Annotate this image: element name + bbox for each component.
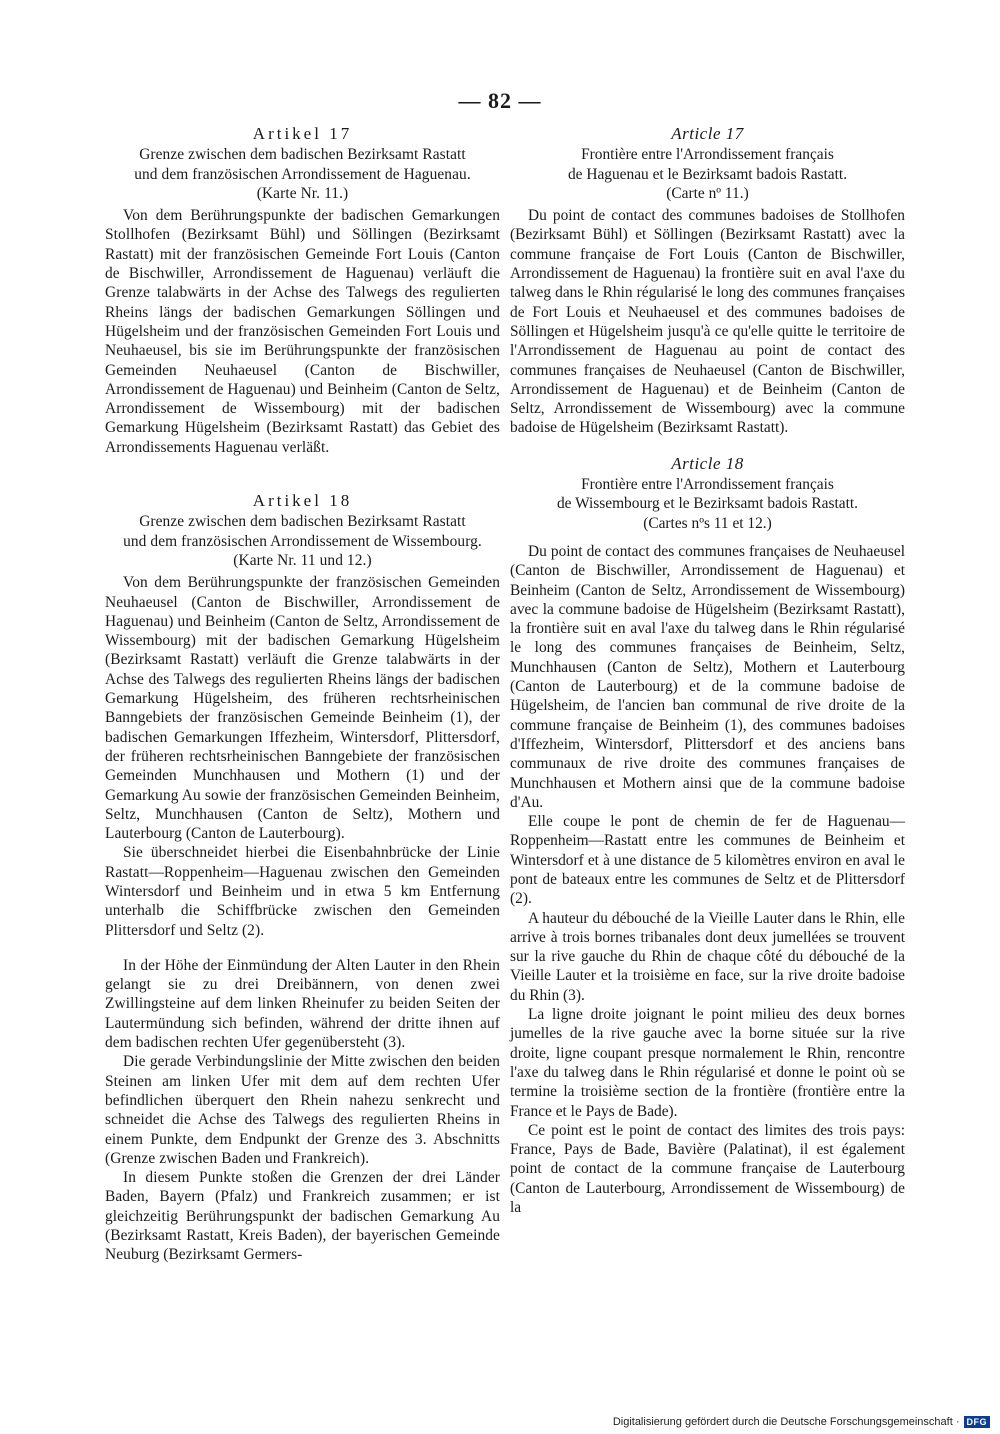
article-subtitle-line: de Haguenau et le Bezirksamt badois Rastatt. xyxy=(567,165,848,183)
article-subtitle-line: (Carte nº 11.) xyxy=(666,184,749,202)
article-subtitle-line: Grenze zwischen dem badischen Bezirksamt Rastatt xyxy=(139,513,466,531)
french-column xyxy=(510,124,905,1217)
article-18-paragraph-de: In der Höhe der Einmündung der Alten Lauter in den Rhein gelangt sie zu drei Dreibännern, von denen zwei Zwillingsteine auf dem linken Rheinufer zu beiden Seiten der Lautermündung sich befinden, während der dritte ihnen auf dem badischen rechten Ufer gegenübersteht (3). xyxy=(105,956,500,1052)
article-18-paragraph-fr: Elle coupe le pont de chemin de fer de Haguenau—Roppenheim—Rastatt entre les communes de Beinheim et Wintersdorf et à une distance de 5 kilomètres environ en aval le pont de bateaux entre les communes de Seltz et de Plittersdorf (2). xyxy=(510,813,905,908)
article-17-subtitle-fr xyxy=(510,145,905,203)
article-subtitle-line: und dem französischen Arrondissement de Wissembourg. xyxy=(123,532,482,550)
article-18-paragraph-fr: Ce point est le point de contact des limites des trois pays: France, Pays de Bade, Bavière (Palatinat), il est également point de contact de la commune française de Lauterbourg (Canton de Lauterbourg, Arrondissement de Wissembourg) de la xyxy=(510,1121,905,1217)
article-18-paragraph-de: Die gerade Verbindungslinie der Mitte zwischen den beiden Steinen am linken Ufer mit dem auf dem rechten Ufer befindlichen überquert den Rhein nahezu senkrecht und schneidet die Achse des Talwegs des regulierten Rheins in einem Punkte, dem Endpunkt der Grenze des 3. Abschnitts (Grenze zwischen Baden und Frankreich). xyxy=(105,1053,500,1167)
article-subtitle-line: Grenze zwischen dem badischen Bezirksamt Rastatt xyxy=(139,146,466,164)
dfg-logo-icon: DFG xyxy=(964,1416,991,1428)
article-18-subtitle-de xyxy=(105,512,500,570)
article-subtitle-line: de Wissembourg et le Bezirksamt badois Rastatt. xyxy=(556,495,858,513)
article-18-paragraph-de: Von dem Berührungspunkte der französischen Gemeinden Neuhaeusel (Canton de Bischwiller, Arrondissement de Haguenau) und Beinheim (Canton de Seltz, Arrondissement de Wissembourg) mit der badischen Gemarkung Hügelsheim (Bezirksamt Rastatt) verläuft die Grenze talabwärts in der Achse des Talwegs des regulierten Rheins längs der badischen Gemarkung Hügelsheim, des früheren rechtsrheinischen Banngebiets der französischen Gemeinde Beinheim (1), der badischen Gemarkungen Iffezheim, Wintersdorf, Plittersdorf, der früheren rechtsrheinischen Banngebiete der französischen Gemeinden Munchhausen und Mothern (1) und der Gemarkung Au sowie der französischen Gemeinden Beinheim, Seltz, Munchhausen (Canton de Seltz), Mothern und Lauterbourg (Canton de Lauterbourg). xyxy=(105,574,500,843)
article-17-paragraph-de: Von dem Berührungspunkte der badischen Gemarkungen Stollhofen (Bezirksamt Bühl) und Söllingen (Bezirksamt Rastatt) mit der französischen Gemeinde Fort Louis (Canton de Bischwiller, Arrondissement de Haguenau) verläuft die Grenze talabwärts in der Achse des Talwegs des regulierten Rheins längs der badischen Gemarkungen Söllingen und Hügelsheim und der französischen Gemeinden Fort Louis und Neuhaeusel, bis sie im Berührungspunkte der französischen Gemeinden Neuhaeusel (Canton de Bischwiller, Arrondissement de Haguenau) und Beinheim (Canton de Seltz, Arrondissement de Wissembourg) mit der badischen Gemarkung Hügelsheim (Bezirksamt Rastatt) das Gebiet des Arrondissements Haguenau verläßt. xyxy=(105,207,500,456)
article-18-paragraph-fr: La ligne droite joignant le point milieu des deux bornes jumelles de la rive gauche avec la borne située sur la rive droite, ligne coupant presque normalement le Rhin, rencontre l'axe du talweg dans le Rhin régularisé et donne le point où se termine la troisième section de la frontière (frontière entre la France et le Pays de Bade). xyxy=(510,1006,905,1120)
page-number: — 82 — xyxy=(458,88,542,113)
article-17-subtitle-de xyxy=(105,145,500,203)
article-17-paragraph-fr: Du point de contact des communes badoises de Stollhofen (Bezirksamt Bühl) et Söllingen (Bezirksamt Rastatt) avec la commune française de Fort Louis (Canton de Bischwiller, Arrondissement de Haguenau) la frontière suit en aval l'axe du talweg dans le Rhin régularisé le long des communes françaises de Fort Louis et Neuhaeusel et des communes badoises de Söllingen et Hügelsheim jusqu'à ce qu'elle quitte le territoire de l'Arrondissement de Haguenau au point de contact des communes françaises de Neuhaeusel (Canton de Bischwiller, Arrondissement de Haguenau) et de Beinheim (Canton de Seltz, Arrondissement de Wissembourg) avec la commune badoise de Hügelsheim (Bezirksamt Rastatt). xyxy=(510,207,905,437)
article-subtitle-line: (Cartes nºs 11 et 12.) xyxy=(643,514,772,532)
article-subtitle-line: Frontière entre l'Arrondissement français xyxy=(581,146,834,164)
article-18-paragraph-fr: Du point de contact des communes françaises de Neuhaeusel (Canton de Bischwiller, Arrondissement de Haguenau) et Beinheim (Canton de Seltz, Arrondissement de Wissembourg) avec la commune badoise de Hügelsheim (Bezirksamt Rastatt), la frontière suit en aval l'axe du talweg dans le Rhin régularisé le long des communes françaises de Beinheim, Seltz, Munchhausen (Canton de Seltz), Mothern et Lauterbourg (Canton de Lauterbourg) et de la commune badoise de Hügelsheim, de l'ancien ban communal de rive droite de la commune française de Beinheim (1), des communes badoises d'Iffezheim, Wintersdorf, Plittersdorf et des anciens bans communaux de rive droite des communes françaises de Munchhausen et Mothern ainsi que de la commune badoise d'Au. xyxy=(510,542,905,811)
german-column xyxy=(105,124,500,1265)
article-17-title-de: Artikel 17 xyxy=(252,124,353,143)
article-18-paragraph-de: In diesem Punkte stoßen die Grenzen der drei Länder Baden, Bayern (Pfalz) und Frankreich zusammen; er ist gleichzeitig Berührungspunkt der badischen Gemarkung Au (Bezirksamt Rastatt, Kreis Baden), der bayerischen Gemeinde Neuburg (Bezirksamt Germers- xyxy=(105,1169,500,1264)
article-17-title-fr: Article 17 xyxy=(671,124,744,143)
footer-text: Digitalisierung gefördert durch die Deutsche Forschungsgemeinschaft · xyxy=(612,1416,960,1428)
article-18-subtitle-fr xyxy=(510,475,905,533)
digitization-footer xyxy=(613,1416,990,1428)
article-18-title-fr: Article 18 xyxy=(671,453,744,473)
article-18-title-de: Artikel 18 xyxy=(252,491,353,511)
article-18-paragraph-fr: A hauteur du débouché de la Vieille Lauter dans le Rhin, elle arrive à trois bornes tribanales dont deux jumellées se trouvent sur la rive gauche du Rhin de chaque côté du débouché de la Vieille Lauter et la troisième en face, sur la rive droite badoise du Rhin (3). xyxy=(510,909,905,1004)
article-subtitle-line: (Karte Nr. 11.) xyxy=(256,184,349,202)
article-subtitle-line: Frontière entre l'Arrondissement français xyxy=(581,476,834,494)
article-18-paragraph-de: Sie überschneidet hierbei die Eisenbahnbrücke der Linie Rastatt—Roppenheim—Haguenau zwischen den Gemeinden Wintersdorf und Beinheim und in etwa 5 km Entfernung unterhalb die Schiffbrücke zwischen den Gemeinden Plittersdorf und Seltz (2). xyxy=(105,844,500,939)
article-subtitle-line: (Karte Nr. 11 und 12.) xyxy=(233,551,372,569)
article-subtitle-line: und dem französischen Arrondissement de Haguenau. xyxy=(134,165,471,183)
